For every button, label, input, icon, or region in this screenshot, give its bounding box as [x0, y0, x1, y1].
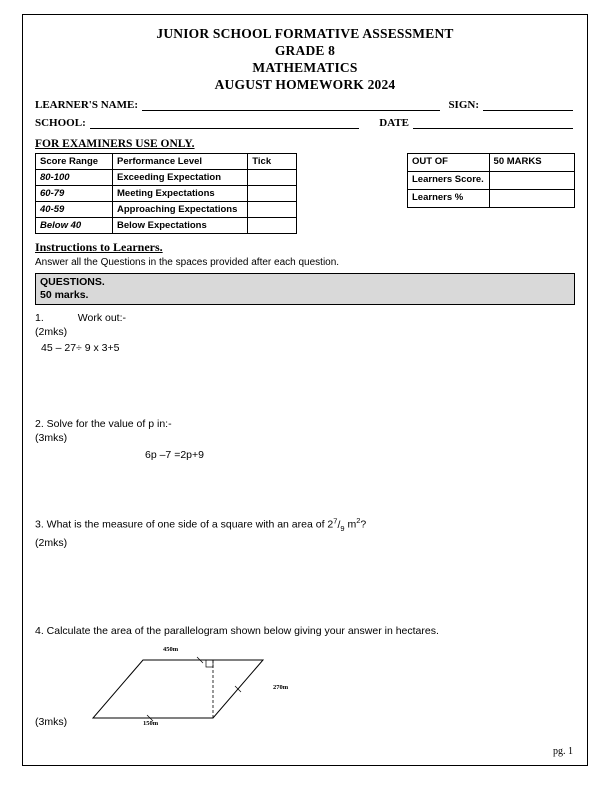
tick-cell[interactable]	[248, 202, 297, 218]
table-row	[36, 202, 297, 218]
col-header-out-of: OUT OF	[408, 154, 490, 172]
learners-score-label: Learners Score.	[408, 172, 490, 190]
question-2-marks: (3mks)	[35, 432, 68, 444]
title-line-4: AUGUST HOMEWORK 2024	[214, 77, 396, 92]
fraction-denominator: 9	[340, 523, 345, 533]
performance-level-value: Below Expectations	[113, 218, 248, 234]
table-row	[408, 190, 575, 208]
question-4-prompt: 4. Calculate the area of the parallelogram shown below giving your answer in hectares.	[35, 624, 439, 637]
question-1-prompt: Work out:-	[77, 312, 126, 324]
learner-name-input[interactable]	[142, 99, 440, 111]
question-2-prompt: 2. Solve for the value of p in:-	[35, 418, 172, 430]
col-header-performance-level: Performance Level	[113, 154, 248, 170]
learners-percent-value[interactable]	[489, 190, 574, 208]
page-number: pg. 1	[553, 746, 573, 757]
question-3-marks: (2mks)	[35, 536, 68, 549]
question-4-marks: (3mks)	[35, 715, 68, 728]
col-header-total-marks: 50 MARKS	[489, 154, 574, 172]
performance-level-value: Exceeding Expectation	[113, 170, 248, 186]
sign-input[interactable]	[483, 99, 573, 111]
question-3-unit-exponent: 2	[356, 516, 361, 525]
performance-level-value: Approaching Expectations	[113, 202, 248, 218]
parallelogram-diagram	[85, 642, 385, 728]
learner-name-label: LEARNER'S NAME:	[35, 99, 138, 111]
col-header-score-range: Score Range	[36, 154, 113, 170]
document-title	[35, 25, 575, 93]
learner-name-row	[35, 99, 575, 111]
examiners-heading: FOR EXAMINERS USE ONLY.	[35, 138, 195, 150]
sign-label: SIGN:	[448, 99, 479, 111]
question-2-expression: 6p –7 =2p+9	[145, 449, 204, 461]
score-range-value: Below 40	[36, 218, 113, 234]
school-label: SCHOOL:	[35, 117, 86, 129]
score-range-value: 60-79	[36, 186, 113, 202]
question-3-answer-space[interactable]	[35, 550, 575, 624]
col-header-tick: Tick	[248, 154, 297, 170]
question-3-prompt-pre: 3. What is the measure of one side of a square with an area of 2	[35, 518, 334, 531]
question-3-prompt	[35, 514, 575, 536]
school-row	[35, 117, 575, 129]
title-line-3: MATHEMATICS	[252, 60, 358, 75]
title-line-2: GRADE 8	[274, 43, 336, 58]
school-input[interactable]	[90, 117, 360, 129]
table-row	[36, 218, 297, 234]
questions-banner-line-1: QUESTIONS.	[40, 276, 105, 288]
table-row	[36, 186, 297, 202]
learners-percent-label: Learners %	[408, 190, 490, 208]
figure-top-label: 450m	[163, 645, 179, 653]
questions-banner	[35, 273, 575, 305]
table-header-row	[408, 154, 575, 172]
question-3-prompt-post: ?	[360, 518, 367, 531]
question-1	[35, 311, 575, 325]
figure-bottom-label: 150m	[143, 719, 159, 727]
fraction-numerator: 7	[333, 516, 338, 525]
marks-summary-table	[407, 153, 575, 208]
mixed-fraction: $^7/_9$	[333, 516, 345, 533]
instructions-heading: Instructions to Learners.	[35, 240, 163, 254]
question-2-answer-space[interactable]	[35, 462, 575, 514]
performance-level-value: Meeting Expectations	[113, 186, 248, 202]
tables-row	[35, 153, 575, 234]
learners-score-value[interactable]	[489, 172, 574, 190]
tick-cell[interactable]	[248, 186, 297, 202]
question-1-marks: (2mks)	[35, 326, 68, 338]
question-3-unit: m	[344, 518, 357, 531]
score-range-table	[35, 153, 297, 234]
exam-paper-page	[22, 14, 588, 766]
date-input[interactable]	[413, 117, 573, 129]
table-header-row	[36, 154, 297, 170]
tick-cell[interactable]	[248, 170, 297, 186]
figure-right-label: 270m	[273, 683, 289, 691]
title-line-1: JUNIOR SCHOOL FORMATIVE ASSESSMENT	[156, 26, 454, 41]
question-1-number: 1.	[35, 312, 44, 324]
date-label: DATE	[379, 117, 409, 129]
table-row	[36, 170, 297, 186]
score-range-value: 80-100	[36, 170, 113, 186]
instructions-text: Answer all the Questions in the spaces provided after each question.	[35, 257, 340, 268]
questions-banner-line-2: 50 marks.	[40, 289, 89, 301]
table-row	[408, 172, 575, 190]
question-4-figure	[35, 642, 575, 728]
score-range-value: 40-59	[36, 202, 113, 218]
question-1-answer-space[interactable]	[35, 355, 575, 417]
tick-cell[interactable]	[248, 218, 297, 234]
question-1-expression: 45 – 27÷ 9 x 3+5	[41, 342, 120, 354]
